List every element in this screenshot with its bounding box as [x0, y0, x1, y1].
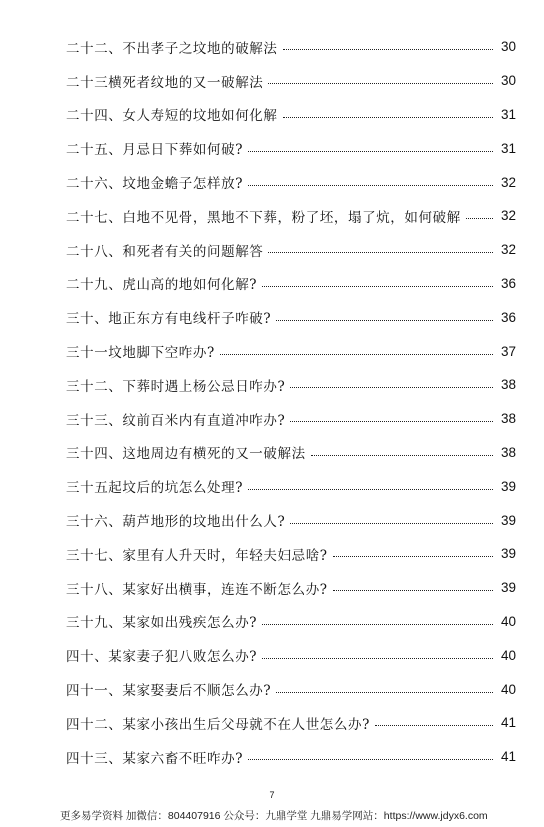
- toc-entry-page: 32: [500, 174, 516, 190]
- toc-entry[interactable]: [66, 672, 516, 706]
- dot-leader: [262, 286, 493, 287]
- toc-entry-title: 四十一、某家娶妻后不顺怎么办?: [66, 683, 272, 700]
- toc-entry-page: 31: [500, 140, 516, 156]
- dot-leader: [248, 185, 493, 186]
- dot-leader: [220, 354, 493, 355]
- toc-entry-title: 二十七、白地不见骨，黑地不下葬，粉了坯，塌了炕，如何破解: [66, 209, 461, 226]
- toc-entry-title: 三十八、某家好出横事，连连不断怎么办?: [66, 581, 328, 598]
- toc-entry-page: 37: [500, 343, 516, 359]
- toc-entry[interactable]: [66, 605, 516, 639]
- toc-entry-page: 31: [500, 106, 516, 122]
- dot-leader: [466, 218, 493, 219]
- dot-leader: [268, 83, 493, 84]
- toc-entry-title: 四十、某家妻子犯八败怎么办?: [66, 649, 258, 666]
- table-of-contents: [66, 30, 516, 774]
- dot-leader: [283, 117, 494, 118]
- toc-entry[interactable]: [66, 199, 516, 233]
- toc-entry[interactable]: [66, 469, 516, 503]
- toc-entry-page: 32: [500, 208, 516, 224]
- toc-entry[interactable]: [66, 503, 516, 537]
- toc-entry[interactable]: [66, 131, 516, 165]
- page-number: 7: [269, 790, 275, 800]
- toc-entry-title: 二十三横死者纹地的又一破解法: [66, 74, 264, 91]
- toc-entry[interactable]: [66, 98, 516, 132]
- toc-entry[interactable]: [66, 30, 516, 64]
- dot-leader: [248, 489, 493, 490]
- toc-entry-page: 40: [500, 681, 516, 697]
- dot-leader: [276, 692, 493, 693]
- toc-entry-title: 二十八、和死者有关的问题解答: [66, 243, 264, 260]
- toc-entry[interactable]: [66, 571, 516, 605]
- toc-entry-title: 四十三、某家六畜不旺咋办?: [66, 750, 244, 767]
- toc-entry[interactable]: [66, 300, 516, 334]
- toc-entry-page: 40: [500, 647, 516, 663]
- toc-entry-title: 三十二、下葬时遇上杨公忌日咋办?: [66, 378, 286, 395]
- dot-leader: [262, 624, 493, 625]
- toc-entry[interactable]: [66, 368, 516, 402]
- dot-leader: [283, 49, 494, 50]
- dot-leader: [333, 590, 493, 591]
- toc-entry-title: 二十九、虎山高的地如何化解?: [66, 277, 258, 294]
- toc-entry[interactable]: [66, 740, 516, 774]
- dot-leader: [290, 421, 493, 422]
- dot-leader: [311, 455, 493, 456]
- toc-entry[interactable]: [66, 537, 516, 571]
- toc-entry-title: 三十三、纹前百米内有直道冲咋办?: [66, 412, 286, 429]
- dot-leader: [290, 523, 493, 524]
- toc-entry-title: 三十一坟地脚下空咋办?: [66, 345, 215, 362]
- toc-entry-page: 38: [500, 377, 516, 393]
- toc-entry-page: 30: [500, 39, 516, 55]
- toc-entry-page: 39: [500, 512, 516, 528]
- toc-entry-title: 四十二、某家小孩出生后父母就不在人世怎么办?: [66, 716, 370, 733]
- toc-entry-title: 三十六、葫芦地形的坟地出什么人?: [66, 514, 286, 531]
- toc-entry-title: 三十四、这地周边有横死的又一破解法: [66, 446, 306, 463]
- toc-entry-page: 36: [500, 309, 516, 325]
- dot-leader: [333, 556, 493, 557]
- dot-leader: [290, 387, 493, 388]
- dot-leader: [262, 658, 493, 659]
- toc-entry[interactable]: [66, 267, 516, 301]
- toc-entry-title: 二十五、月忌日下葬如何破?: [66, 142, 244, 159]
- toc-entry-page: 41: [500, 715, 516, 731]
- toc-entry[interactable]: [66, 334, 516, 368]
- toc-entry-page: 30: [500, 73, 516, 89]
- toc-entry-title: 三十九、某家如出残疾怎么办?: [66, 615, 258, 632]
- dot-leader: [248, 151, 493, 152]
- toc-entry-page: 39: [500, 546, 516, 562]
- toc-entry-page: 39: [500, 478, 516, 494]
- footer-text: 更多易学资料 加微信：804407916 公众号：九鼎学堂 九鼎易学网站：https://www.jdyx6.com: [60, 810, 488, 822]
- toc-entry-page: 39: [500, 580, 516, 596]
- toc-entry[interactable]: [66, 706, 516, 740]
- toc-entry-page: 40: [500, 613, 516, 629]
- toc-entry-title: 三十五起坟后的坑怎么处理?: [66, 480, 244, 497]
- toc-entry-page: 38: [500, 411, 516, 427]
- dot-leader: [276, 320, 493, 321]
- toc-entry-title: 二十四、女人寿短的坟地如何化解: [66, 108, 278, 125]
- toc-entry[interactable]: [66, 638, 516, 672]
- toc-entry-title: 二十六、坟地金蟾子怎样放?: [66, 176, 244, 193]
- toc-entry[interactable]: [66, 402, 516, 436]
- toc-entry-title: 二十二、不出孝子之坟地的破解法: [66, 40, 278, 57]
- toc-entry-page: 36: [500, 275, 516, 291]
- toc-entry[interactable]: [66, 436, 516, 470]
- toc-entry-title: 三十、地正东方有电线杆子咋破?: [66, 311, 272, 328]
- toc-entry-page: 41: [500, 749, 516, 765]
- dot-leader: [375, 725, 493, 726]
- toc-entry[interactable]: [66, 165, 516, 199]
- dot-leader: [248, 759, 493, 760]
- toc-entry-page: 38: [500, 444, 516, 460]
- dot-leader: [268, 252, 493, 253]
- toc-entry-title: 三十七、家里有人升天时，年轻夫妇忌啥?: [66, 547, 328, 564]
- toc-entry[interactable]: [66, 64, 516, 98]
- toc-entry[interactable]: [66, 233, 516, 267]
- toc-entry-page: 32: [500, 242, 516, 258]
